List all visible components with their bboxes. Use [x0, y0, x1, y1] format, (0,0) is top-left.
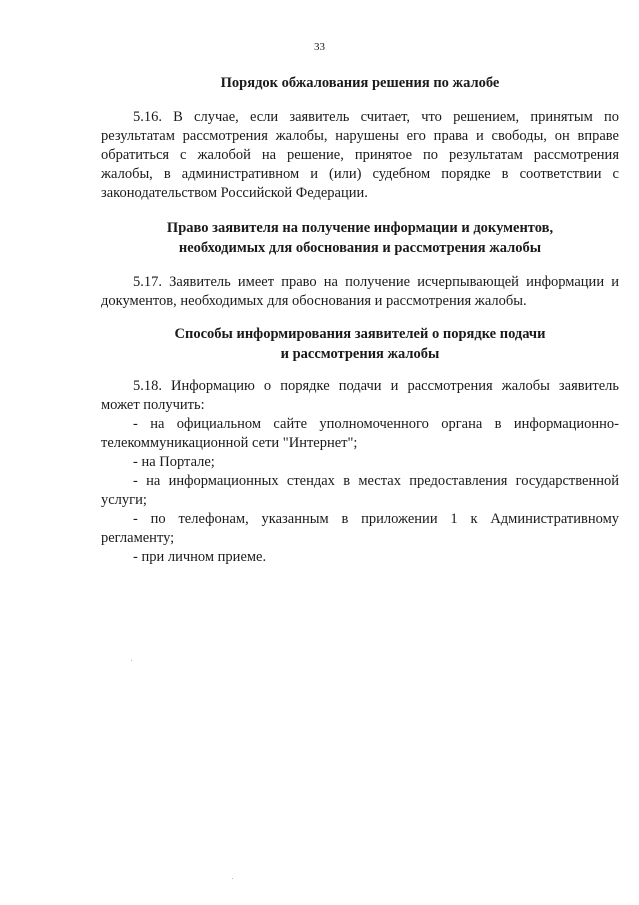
heading-line: Порядок обжалования решения по жалобе — [220, 75, 500, 91]
paragraph-line: обратиться с жалобой на решение, принятое по результатам рассмотрения — [101, 147, 619, 163]
list-item: - при личном приеме. — [133, 549, 267, 565]
list-item-continuation: регламенту; — [101, 530, 175, 546]
paragraph-line: 5.17. Заявитель имеет право на получение исчерпывающей информации и — [133, 274, 619, 290]
section-heading-appeal-procedure — [100, 73, 620, 93]
paragraph-line: законодательством Российской Федерации. — [101, 185, 368, 201]
paragraph-5-18 — [101, 377, 619, 567]
heading-line: и рассмотрения жалобы — [280, 346, 440, 362]
page-number: 33 — [314, 41, 325, 53]
section-heading-informing-methods — [100, 324, 620, 364]
scan-speck — [232, 878, 233, 879]
paragraph-5-16 — [101, 108, 619, 203]
list-item: - на информационных стендах в местах предоставления государственной — [133, 473, 619, 489]
list-item: - на Портале; — [133, 454, 215, 470]
paragraph-line: жалобы, в административном и (или) судебном порядке в соответствии с — [101, 166, 619, 182]
paragraph-line: 5.16. В случае, если заявитель считает, что решением, принятым по — [133, 109, 619, 125]
paragraph-line: документов, необходимых для обоснования и рассмотрения жалобы. — [101, 293, 527, 309]
heading-line: Право заявителя на получение информации и документов, — [166, 220, 554, 236]
paragraph-line: может получить: — [101, 397, 205, 413]
heading-line: Способы информирования заявителей о порядке подачи — [174, 326, 546, 342]
list-item-continuation: услуги; — [101, 492, 147, 508]
list-item: - на официальном сайте уполномоченного органа в информационно- — [133, 416, 619, 432]
paragraph-line: 5.18. Информацию о порядке подачи и рассмотрения жалобы заявитель — [133, 378, 619, 394]
paragraph-line: результатам рассмотрения жалобы, нарушены его права и свободы, он вправе — [101, 128, 619, 144]
section-heading-right-to-information — [100, 218, 620, 258]
list-item-continuation: телекоммуникационной сети "Интернет"; — [101, 435, 358, 451]
scan-speck — [131, 660, 132, 661]
heading-line: необходимых для обоснования и рассмотрения жалобы — [178, 240, 542, 256]
paragraph-5-17 — [101, 273, 619, 311]
list-item: - по телефонам, указанным в приложении 1 к Административному — [133, 511, 619, 527]
